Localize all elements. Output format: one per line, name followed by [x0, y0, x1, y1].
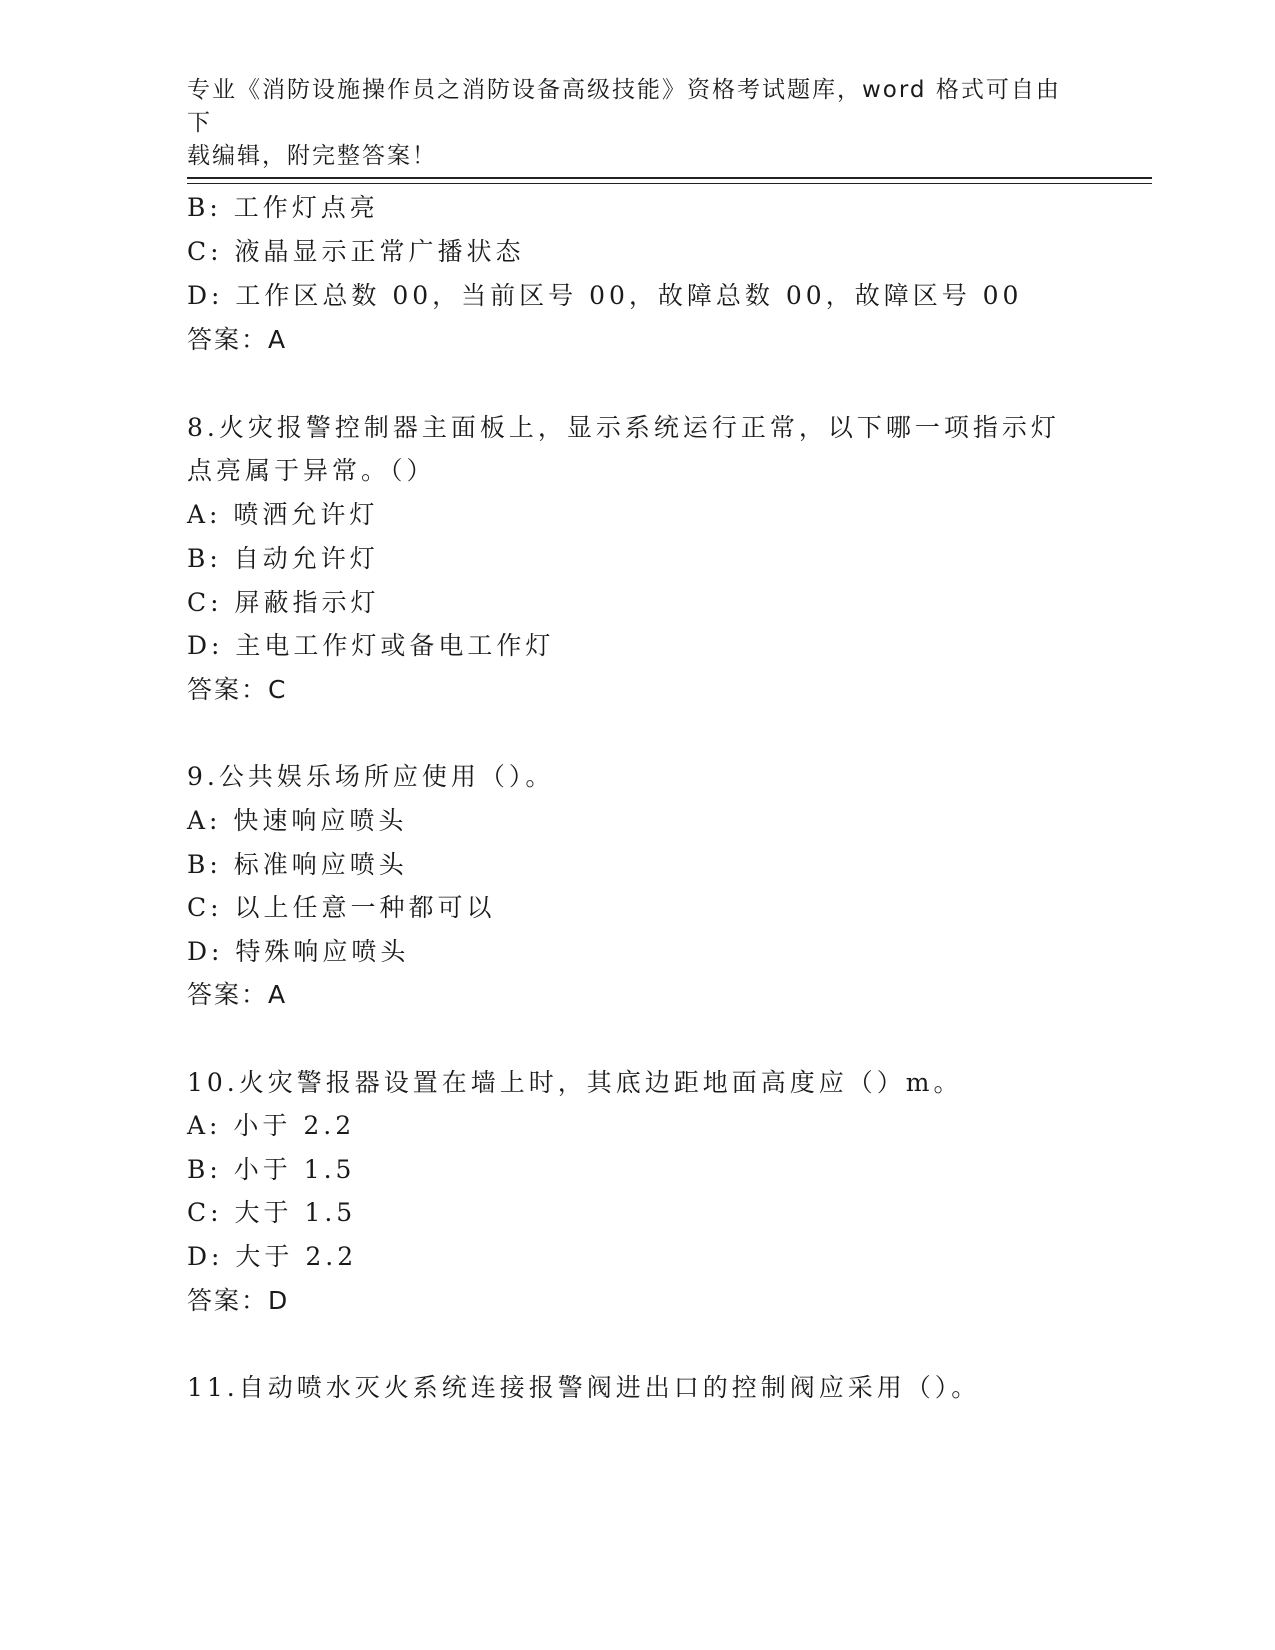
q7-option-d: D: 工作区总数 00，当前区号 00，故障总数 00，故障区号 00: [187, 281, 1023, 310]
q10-option-d: D: 大于 2.2: [187, 1242, 358, 1271]
q9-option-d: D: 特殊响应喷头: [187, 937, 410, 966]
q9-option-c: C: 以上任意一种都可以: [187, 893, 496, 922]
q10-option-a: A: 小于 2.2: [187, 1111, 356, 1140]
q9-question: 9.公共娱乐场所应使用（）。: [187, 762, 555, 791]
q7-option-c: C: 液晶显示正常广播状态: [187, 237, 525, 266]
q8-question-line-2: 点亮属于异常。（）: [187, 456, 436, 485]
q10-answer: 答案：D: [187, 1286, 290, 1315]
document-header: [187, 74, 1067, 173]
header-divider-thick: [187, 177, 1152, 179]
q8-option-b: B: 自动允许灯: [187, 544, 379, 573]
q10-question: 10.火灾警报器设置在墙上时，其底边距地面高度应（）m。: [187, 1068, 963, 1097]
header-line-1: 专业《消防设施操作员之消防设备高级技能》资格考试题库，word 格式可自由下: [187, 77, 1061, 136]
header-line-2: 载编辑，附完整答案！: [187, 143, 437, 169]
q9-answer: 答案：A: [187, 980, 288, 1009]
header-divider-thin: [187, 183, 1152, 184]
q8-answer: 答案：C: [187, 675, 288, 704]
q9-option-b: B: 标准响应喷头: [187, 850, 408, 879]
q8-option-d: D: 主电工作灯或备电工作灯: [187, 631, 555, 660]
q10-option-c: C: 大于 1.5: [187, 1198, 357, 1227]
q7-option-b: B: 工作灯点亮: [187, 193, 379, 222]
q8-option-c: C: 屏蔽指示灯: [187, 588, 380, 617]
q9-option-a: A: 快速响应喷头: [187, 806, 408, 835]
q7-answer: 答案：A: [187, 325, 288, 354]
q8-question-line-1: 8.火灾报警控制器主面板上，显示系统运行正常，以下哪一项指示灯: [187, 413, 1060, 442]
q8-option-a: A: 喷洒允许灯: [187, 500, 379, 529]
q11-question: 11.自动喷水灭火系统连接报警阀进出口的控制阀应采用（）。: [187, 1373, 981, 1402]
q10-option-b: B: 小于 1.5: [187, 1155, 356, 1184]
